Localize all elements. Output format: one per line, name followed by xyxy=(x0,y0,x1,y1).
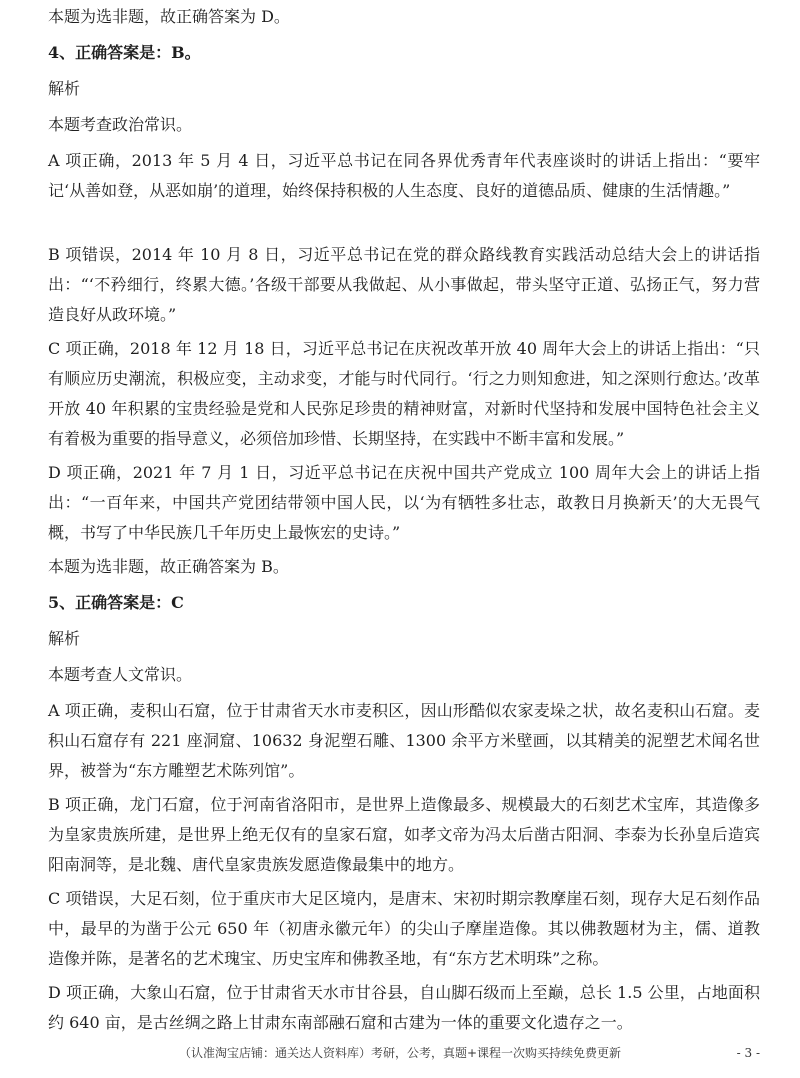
q4-option-d: D 项正确，2021 年 7 月 1 日，习近平总书记在庆祝中国共产党成立 100 周年大会上的讲话上指出：“一百年来，中国共产党团结带领中国人民，以‘为有牺牲多壮志，敢教日月换新天’的大无畏气概，书写了中华民族几千年历史上最恢宏的史诗。” xyxy=(48,463,760,542)
q4-option-a: A 项正确，2013 年 5 月 4 日，习近平总书记在同各界优秀青年代表座谈时的讲话上指出：“要牢记‘从善如登，从恶如崩’的道理，始终保持积极的人生态度、良好的道德品质、健康的生活情趣。” xyxy=(48,151,760,200)
q4-analysis-label: 解析 xyxy=(48,79,81,98)
q4-answer-header: 4、正确答案是：B。 xyxy=(48,43,201,62)
page-footer: （认准淘宝店铺：通关达人资料库）考研，公考，真题+课程一次购买持续免费更新 xyxy=(178,1046,622,1060)
q5-option-d: D 项正确，大象山石窟，位于甘肃省天水市甘谷县，自山脚石级而上至巅，总长 1.5 公里，占地面积约 640 亩，是古丝绸之路上甘肃东南部融石窟和古建为一体的重要文化遗存之一。 xyxy=(48,983,760,1032)
page-number: - 3 - xyxy=(736,1046,760,1060)
q5-option-c: C 项错误，大足石刻，位于重庆市大足区境内，是唐末、宋初时期宗教摩崖石刻，现存大足石刻作品中，最早的为凿于公元 650 年（初唐永徽元年）的尖山子摩崖造像。其以佛教题材为主，儒、道教造像并陈，是著名的艺术瑰宝、历史宝库和佛教圣地，有“东方艺术明珠”之称。 xyxy=(48,889,760,968)
q5-answer-header: 5、正确答案是：C xyxy=(48,593,184,612)
q5-option-b: B 项正确，龙门石窟，位于河南省洛阳市，是世界上造像最多、规模最大的石刻艺术宝库，其造像多为皇家贵族所建，是世界上绝无仅有的皇家石窟，如孝文帝为冯太后凿古阳洞、李泰为长孙皇后造宾阳南洞等，是北魏、唐代皇家贵族发愿造像最集中的地方。 xyxy=(48,795,760,874)
q5-intro: 本题考查人文常识。 xyxy=(48,665,193,684)
q4-intro: 本题考查政治常识。 xyxy=(48,115,193,134)
q4-option-b: B 项错误，2014 年 10 月 8 日，习近平总书记在党的群众路线教育实践活动总结大会上的讲话指出：“‘不矜细行，终累大德。’各级干部要从我做起、从小事做起，带头坚守正道、弘扬正气，努力营造良好从政环境。” xyxy=(48,245,760,324)
q5-option-a: A 项正确，麦积山石窟，位于甘肃省天水市麦积区，因山形酷似农家麦垛之状，故名麦积山石窟。麦积山石窟存有 221 座洞窟、10632 身泥塑石雕、1300 余平方米壁画，以其精美的泥塑艺术闻名世界，被誉为“东方雕塑艺术陈列馆”。 xyxy=(48,701,760,780)
q4-option-c: C 项正确，2018 年 12 月 18 日，习近平总书记在庆祝改革开放 40 周年大会上的讲话上指出：“只有顺应历史潮流，积极应变，主动求变，才能与时代同行。‘行之力则知愈进，知之深则行愈达。’改革开放 40 年积累的宝贵经验是党和人民弥足珍贵的精神财富，对新时代坚持和发展中国特色社会主义有着极为重要的指导意义，必须倍加珍惜、长期坚持，在实践中不断丰富和发展。” xyxy=(48,339,760,448)
q3-conclusion: 本题为选非题，故正确答案为 D。 xyxy=(48,7,290,26)
q4-conclusion: 本题为选非题，故正确答案为 B。 xyxy=(48,557,289,576)
q5-analysis-label: 解析 xyxy=(48,629,81,648)
